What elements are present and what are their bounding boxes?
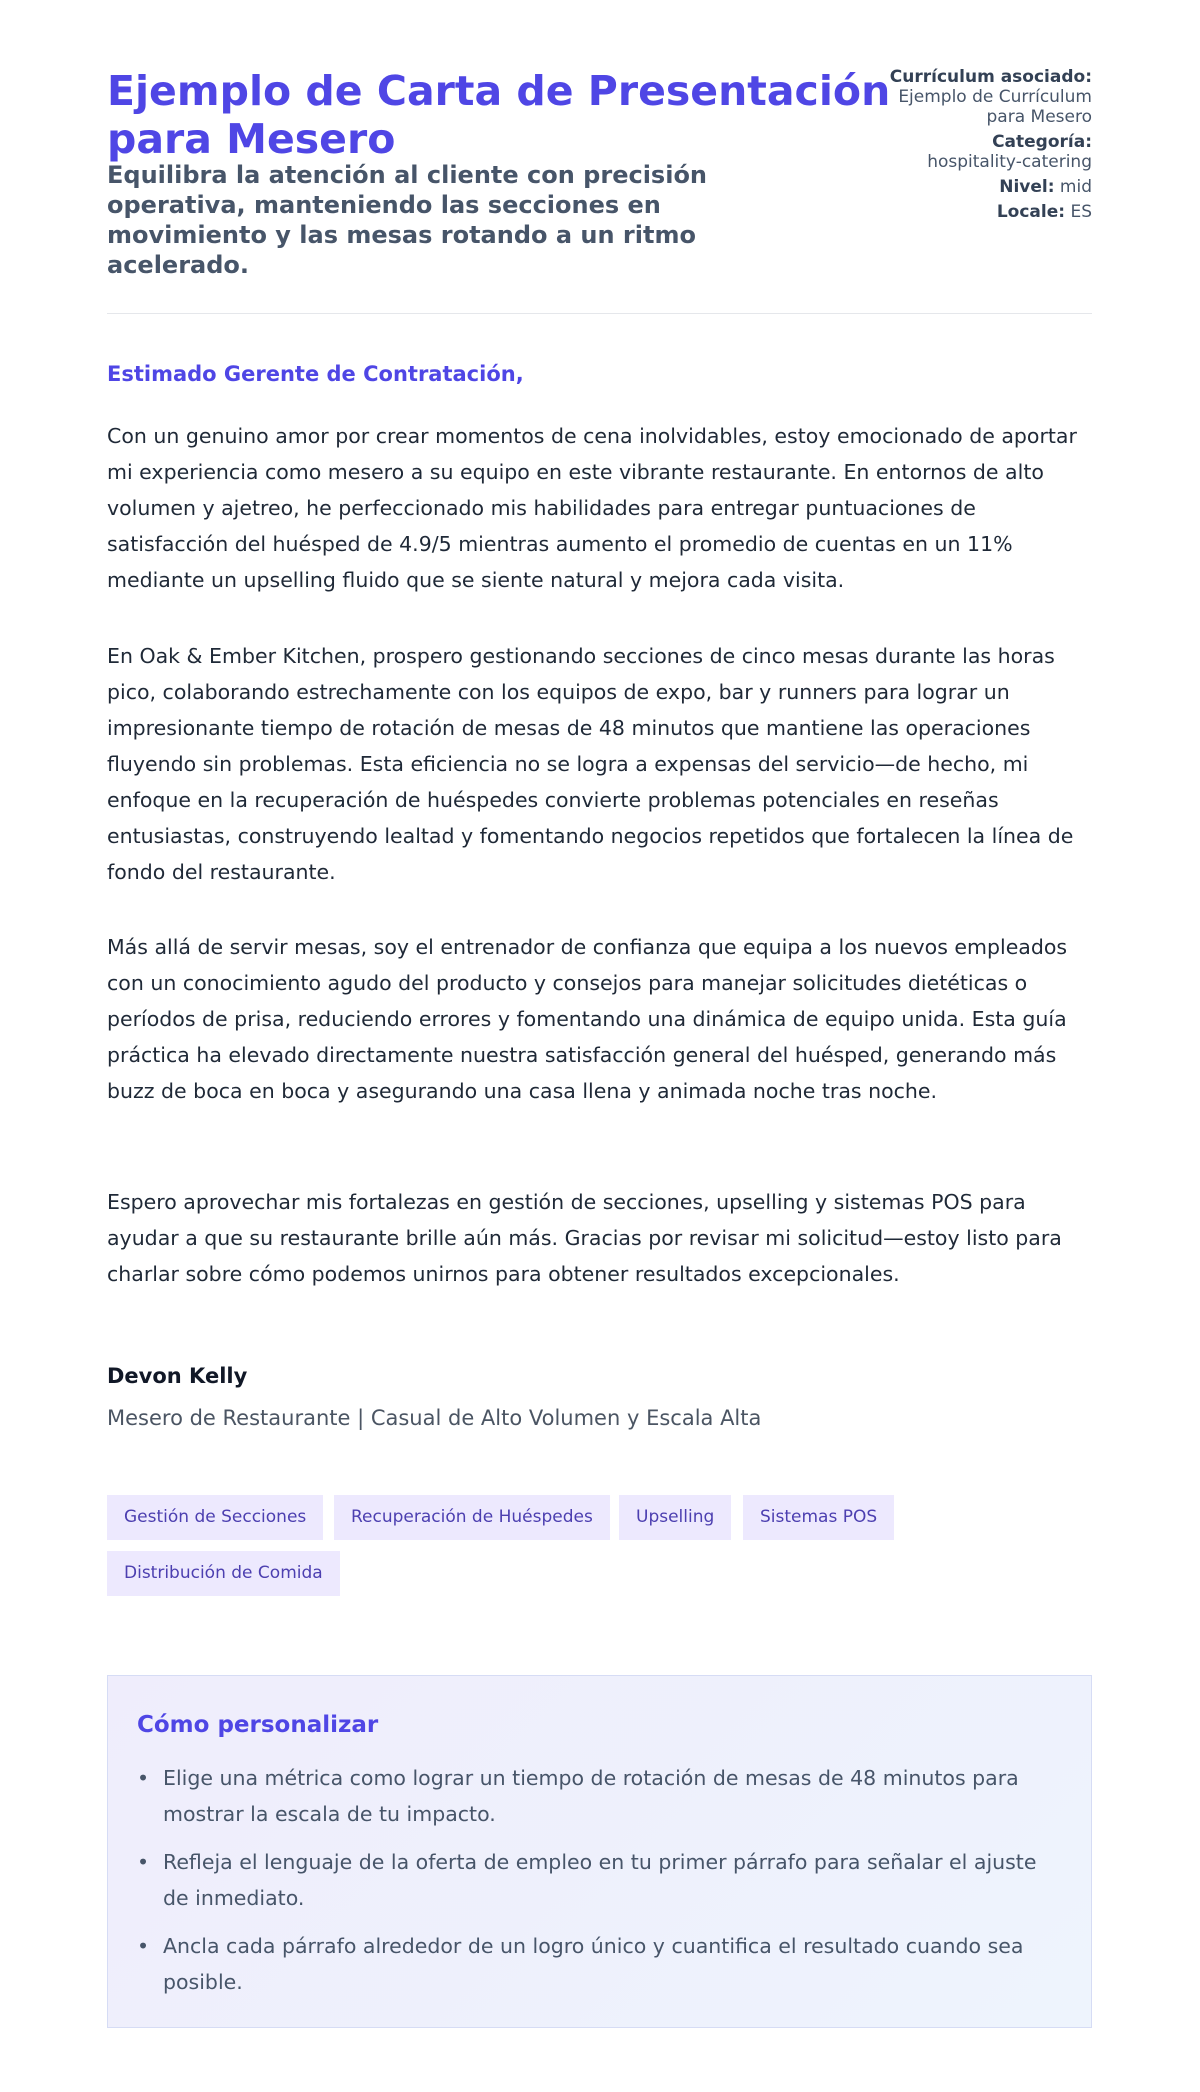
meta-level-label: Nivel: [999,177,1055,197]
page-subtitle: Equilibra la atención al cliente con precisión operativa, manteniendo las secciones en movimiento y las mesas rotando a un ritmo acelerado. [107,161,708,279]
meta-category-label: Categoría: [992,132,1092,152]
tips-item: • Refleja el lenguaje de la oferta de empleo en tu primer párrafo para señalar el ajuste de inmediato. [163,1844,1063,1916]
meta-resume-label: Currículum asociado: [889,67,1092,87]
meta-category-value: hospitality-catering [927,152,1092,172]
meta-resume-value: Ejemplo de Currículum para Mesero [898,87,1092,127]
meta-panel [887,67,1092,227]
tag-guest-recovery: Recuperación de Huéspedes [334,1495,610,1540]
tag-upselling: Upselling [619,1495,731,1540]
tag-section-management: Gestión de Secciones [107,1495,323,1540]
meta-level [887,177,1092,197]
letter-paragraph: Más allá de servir mesas, soy el entrenador de confianza que equipa a los nuevos empleados con un conocimiento agudo del producto y consejos para manejar solicitudes dietéticas o períodos de prisa, reduciendo errores y fomentando una dinámica de equipo unida. Esta guía práctica ha elevado directamente nuestra satisfacción general del huésped, generando más buzz de boca en boca y asegurando una casa llena y animada noche tras noche. [107,935,1068,1103]
header [107,62,1092,314]
meta-resume [887,67,1092,127]
signature-name: Devon Kelly [107,1364,248,1388]
tips-title: Cómo personalizar [137,1712,379,1738]
signature-title: Mesero de Restaurante | Casual de Alto Volumen y Escala Alta [107,1406,762,1430]
meta-level-value: mid [1059,177,1092,197]
letter-paragraph: Con un genuino amor por crear momentos de cena inolvidables, estoy emocionado de aportar mi experiencia como mesero a su equipo en este vibrante restaurante. En entornos de alto volumen y ajetreo, he perfeccionado mis habilidades para entregar puntuaciones de satisfacción del huésped de 4.9/5 mientras aumento el promedio de cuentas en un 11% mediante un upselling fluido que se siente natural y mejora cada visita. [107,424,1077,592]
tag-food-running: Distribución de Comida [107,1551,340,1596]
salutation: Estimado Gerente de Contratación, [107,362,524,386]
tips-list [163,1760,1063,2012]
meta-locale [887,202,1092,222]
page-title: Ejemplo de Carta de Presentación para Mesero [107,67,891,163]
tips-item: • Ancla cada párrafo alrededor de un logro único y cuantifica el resultado cuando sea posible. [163,1928,1063,2000]
tips-item: • Elige una métrica como lograr un tiempo de rotación de mesas de 48 minutos para mostrar la escala de tu impacto. [163,1760,1063,1832]
meta-locale-value: ES [1070,202,1092,222]
customization-tips [107,1675,1092,2028]
meta-locale-label: Locale: [996,202,1066,222]
tag-pos-systems: Sistemas POS [743,1495,894,1540]
letter-paragraph: En Oak & Ember Kitchen, prospero gestionando secciones de cinco mesas durante las horas pico, colaborando estrechamente con los equipos de expo, bar y runners para lograr un impresionante tiempo de rotación de mesas de 48 minutos que mantiene las operaciones fluyendo sin problemas. Esta eficiencia no se logra a expensas del servicio—de hecho, mi enfoque en la recuperación de huéspedes convierte problemas potenciales en reseñas entusiastas, construyendo lealtad y fomentando negocios repetidos que fortalecen la línea de fondo del restaurante. [107,644,1074,884]
letter-paragraph: Espero aprovechar mis fortalezas en gestión de secciones, upselling y sistemas POS para ayudar a que su restaurante brille aún más. Gracias por revisar mi solicitud—estoy listo para charlar sobre cómo podemos unirnos para obtener resultados excepcionales. [107,1190,1062,1286]
meta-category [887,132,1092,172]
